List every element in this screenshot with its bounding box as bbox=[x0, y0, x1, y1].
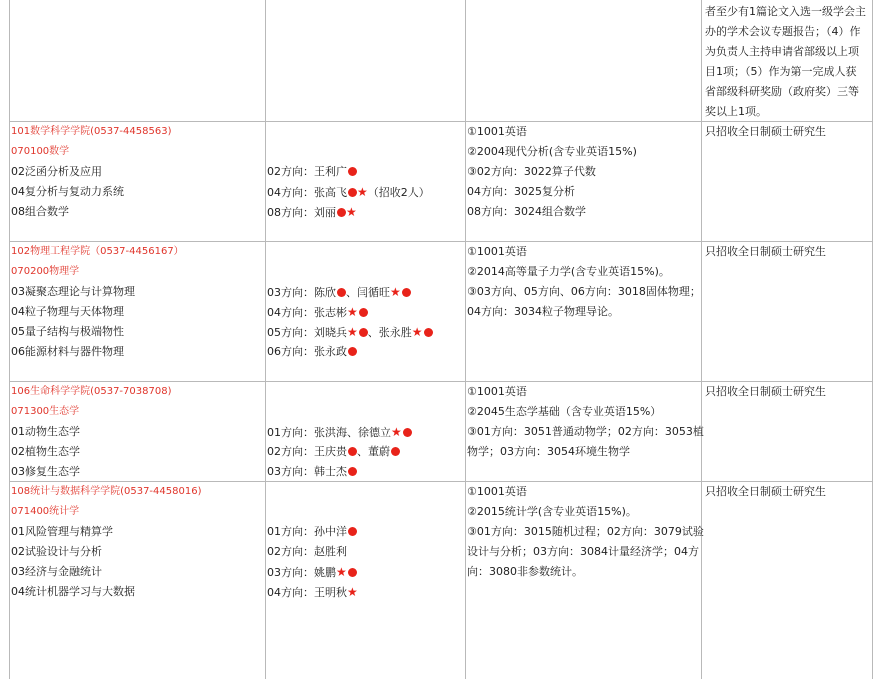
red-dot-icon bbox=[403, 428, 412, 437]
research-direction: 03凝聚态理论与计算物理 bbox=[11, 285, 135, 298]
red-star-icon: ★ bbox=[391, 425, 402, 439]
red-dot-icon bbox=[359, 328, 368, 337]
supervisor-text: 04方向：张志彬 bbox=[267, 306, 347, 319]
exam-subject: 08方向：3024组合数学 bbox=[467, 205, 586, 218]
research-direction: 04统计机器学习与大数据 bbox=[11, 585, 135, 598]
supervisor-row bbox=[267, 582, 358, 603]
red-star-icon: ★ bbox=[347, 585, 358, 599]
research-direction: 01风险管理与精算学 bbox=[11, 525, 113, 538]
research-direction: 02泛函分析及应用 bbox=[11, 165, 102, 178]
red-star-icon: ★ bbox=[336, 565, 347, 579]
research-direction: 05量子结构与极端物性 bbox=[11, 325, 124, 338]
research-direction: 03修复生态学 bbox=[11, 465, 80, 478]
supervisor-extra: （招收2人） bbox=[367, 186, 430, 199]
school-title: 108统计与数据科学学院(0537-4458016) bbox=[11, 486, 202, 497]
exam-subject: ①1001英语 bbox=[467, 125, 527, 138]
red-dot-icon bbox=[424, 328, 433, 337]
supervisor-text: 06方向：张永政 bbox=[267, 345, 347, 358]
grid-line bbox=[9, 0, 10, 679]
red-star-icon: ★ bbox=[390, 285, 401, 299]
research-direction: 02植物生态学 bbox=[11, 445, 80, 458]
supervisor-row bbox=[267, 522, 357, 542]
red-star-icon: ★ bbox=[347, 325, 358, 339]
supervisor-text: 04方向：张高飞 bbox=[267, 186, 347, 199]
research-direction: 01动物生态学 bbox=[11, 425, 80, 438]
red-dot-icon bbox=[337, 288, 346, 297]
supervisor-text: 03方向：姚鹏 bbox=[267, 566, 336, 579]
research-direction: 02试验设计与分析 bbox=[11, 545, 102, 558]
research-direction: 04复分析与复动力系统 bbox=[11, 185, 124, 198]
supervisor-text: 04方向：王明秋 bbox=[267, 586, 347, 599]
exam-subject: ②2004现代分析(含专业英语15%) bbox=[467, 145, 637, 158]
grid-line bbox=[265, 0, 266, 679]
school-title: 106生命科学学院(0537-7038708) bbox=[11, 386, 172, 397]
exam-subject: ③03方向、05方向、06方向：3018固体物理； bbox=[467, 285, 701, 298]
exam-subject: 物学；03方向：3054环境生物学 bbox=[467, 445, 630, 458]
red-dot-icon bbox=[348, 188, 357, 197]
top-note: 者至少有1篇论文入选一级学会主办的学术会议专题报告；（4）作为负责人主持申请省部级以上项目1项；（5）作为第一完成人获省部级科研奖励（政府奖）三等奖以上1项。 bbox=[705, 5, 866, 118]
supervisor-row bbox=[267, 462, 357, 482]
exam-subject: 04方向：3034粒子物理导论。 bbox=[467, 305, 619, 318]
supervisor-row bbox=[267, 442, 400, 462]
supervisor-text: 02方向：王利广 bbox=[267, 165, 347, 178]
exam-subject: ①1001英语 bbox=[467, 485, 527, 498]
major-title: 071400统计学 bbox=[11, 506, 80, 517]
supervisor-row bbox=[267, 322, 433, 343]
research-direction: 03经济与金融统计 bbox=[11, 565, 102, 578]
grid-line bbox=[701, 0, 702, 679]
supervisor-extra: 、张永胜 bbox=[367, 326, 412, 339]
supervisor-extra: 、闫循旺 bbox=[346, 286, 390, 299]
red-star-icon: ★ bbox=[357, 185, 368, 199]
major-title: 071300生态学 bbox=[11, 406, 80, 417]
red-dot-icon bbox=[348, 447, 357, 456]
exam-subject: ③01方向：3015随机过程；02方向：3079试验 bbox=[467, 525, 704, 538]
major-title: 070200物理学 bbox=[11, 266, 80, 277]
exam-subject: ②2015统计学(含专业英语15%)。 bbox=[467, 505, 637, 518]
grid-line bbox=[872, 0, 873, 679]
supervisor-row bbox=[267, 162, 357, 182]
supervisor-text: 03方向：陈欣 bbox=[267, 286, 336, 299]
exam-subject: ③01方向：3051普通动物学；02方向：3053植 bbox=[467, 425, 704, 438]
supervisor-row bbox=[267, 562, 357, 583]
supervisor-text: 02方向：王庆贵 bbox=[267, 445, 347, 458]
enrollment-note: 只招收全日制硕士研究生 bbox=[705, 245, 826, 258]
supervisor-row bbox=[267, 542, 347, 562]
red-star-icon: ★ bbox=[347, 305, 358, 319]
red-star-icon: ★ bbox=[346, 205, 357, 219]
red-dot-icon bbox=[348, 568, 357, 577]
red-star-icon: ★ bbox=[411, 325, 423, 339]
red-dot-icon bbox=[337, 208, 346, 217]
red-dot-icon bbox=[391, 447, 400, 456]
red-dot-icon bbox=[348, 167, 357, 176]
exam-subject: 04方向：3025复分析 bbox=[467, 185, 575, 198]
red-dot-icon bbox=[348, 467, 357, 476]
supervisor-text: 01方向：孙中洋 bbox=[267, 525, 347, 538]
supervisor-row bbox=[267, 422, 412, 443]
red-dot-icon bbox=[348, 347, 357, 356]
grid-line bbox=[465, 0, 466, 679]
research-direction: 08组合数学 bbox=[11, 205, 69, 218]
supervisor-row bbox=[267, 342, 357, 362]
research-direction: 04粒子物理与天体物理 bbox=[11, 305, 124, 318]
exam-subject: ②2014高等量子力学(含专业英语15%)。 bbox=[467, 265, 670, 278]
red-dot-icon bbox=[402, 288, 411, 297]
exam-subject: 设计与分析；03方向：3084计量经济学；04方 bbox=[467, 545, 699, 558]
school-title: 102物理工程学院（0537-4456167） bbox=[11, 246, 184, 257]
exam-subject: ③02方向：3022算子代数 bbox=[467, 165, 596, 178]
school-title: 101数学科学学院(0537-4458563) bbox=[11, 126, 172, 137]
supervisor-extra: 、董蔚 bbox=[357, 445, 390, 458]
supervisor-text: 02方向：赵胜利 bbox=[267, 545, 347, 558]
exam-subject: ①1001英语 bbox=[467, 385, 527, 398]
red-dot-icon bbox=[359, 308, 368, 317]
supervisor-row bbox=[267, 282, 411, 303]
supervisor-text: 03方向：韩士杰 bbox=[267, 465, 347, 478]
enrollment-note: 只招收全日制硕士研究生 bbox=[705, 125, 826, 138]
supervisor-row bbox=[267, 202, 357, 223]
exam-subject: 向：3080非参数统计。 bbox=[467, 565, 583, 578]
exam-subject: ①1001英语 bbox=[467, 245, 527, 258]
supervisor-text: 08方向：刘丽 bbox=[267, 206, 336, 219]
supervisor-text: 01方向：张洪海、徐德立 bbox=[267, 426, 391, 439]
supervisor-row bbox=[267, 182, 430, 203]
exam-subject: ②2045生态学基础（含专业英语15%） bbox=[467, 405, 662, 418]
major-title: 070100数学 bbox=[11, 146, 70, 157]
research-direction: 06能源材料与器件物理 bbox=[11, 345, 124, 358]
enrollment-note: 只招收全日制硕士研究生 bbox=[705, 485, 826, 498]
red-dot-icon bbox=[348, 527, 357, 536]
supervisor-row bbox=[267, 302, 368, 323]
supervisor-text: 05方向：刘晓兵 bbox=[267, 326, 347, 339]
enrollment-note: 只招收全日制硕士研究生 bbox=[705, 385, 826, 398]
